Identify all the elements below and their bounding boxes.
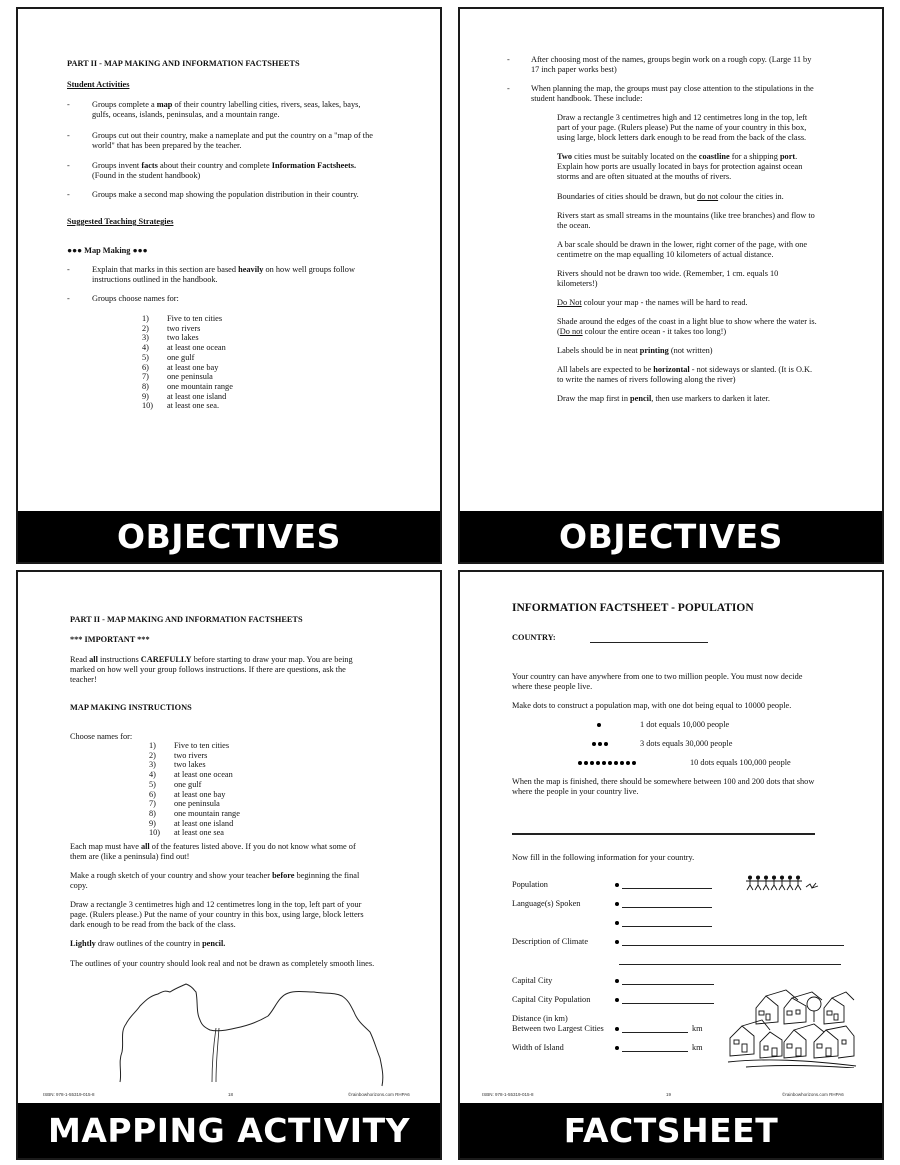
dots-3-icon <box>592 742 608 746</box>
width-field[interactable] <box>622 1041 688 1052</box>
list-item: 8) one mountain range <box>149 808 240 818</box>
page-mapping-activity: PART II - MAP MAKING AND INFORMATION FACTSHEETS *** IMPORTANT *** Read all instructions CAREFULLY before starting to draw your map. You are being marked on how well your group follows instructions. If there are questions, ask the teacher! MAP MAKING INSTRUCTIONS Choose names for: 1) Five to ten cities 2) two rivers 3) two lakes 4) at least one ocean 5) one gulf 6) at least one bay 7) one peninsula 8) one mountain range 9) at least one island 10) at least one sea Each map must have all of the features listed above. If you do not know what some of them are (like a peninsula) find out! Make a rough sketch of your country and show your teacher before beginning the final copy. Draw a rectangle 3 centimetres high and 12 centimetres long in the top, left part of your page. (Rulers please.) Put the name of your country in this box, using large, block letters dark enough to be read from the back of the class. Lightly draw outlines of the country in pencil. The outlines of your country should look real and not be drawn as completely smooth lines. ISBN: 978-1-55319-015-8 18 ©rainbowhorizons.com RHPA6 MAPPING ACTIVITY <box>16 570 442 1160</box>
list-item: 1) Five to ten cities <box>142 314 223 323</box>
list-item: 7) one peninsula <box>149 799 220 809</box>
lightly-paragraph: Lightly draw outlines of the country in pencil. <box>70 939 226 948</box>
population-label: Population <box>512 880 548 889</box>
list-item: 4) at least one ocean <box>149 770 233 780</box>
km-unit: km <box>692 1043 703 1052</box>
list-item: 9) at least one island <box>142 391 227 401</box>
list-item: 9) at least one island <box>149 818 234 828</box>
distance-label-2: Between two Largest Cities <box>512 1024 604 1033</box>
footer-isbn: ISBN: 978-1-55319-015-8 <box>43 1092 95 1097</box>
climate-field-1[interactable] <box>622 935 844 946</box>
capital-population-label: Capital City Population <box>512 995 591 1004</box>
list-item: 8) one mountain range <box>142 381 233 391</box>
footer-page-number: 18 <box>228 1092 234 1097</box>
footer-copyright: ©rainbowhorizons.com RHPA6 <box>348 1092 410 1097</box>
stipulation-no-colour: Do Not colour your map - the names will be hard to read. <box>557 298 748 307</box>
list-item: 2) two rivers <box>142 323 201 333</box>
divider <box>512 833 815 835</box>
bullet-icon <box>615 1046 619 1050</box>
section-title-teaching-strategies: Suggested Teaching Strategies <box>67 217 174 226</box>
distance-field[interactable] <box>622 1022 688 1033</box>
capital-population-field[interactable] <box>622 993 714 1004</box>
list-item: 5) one gulf <box>149 779 202 789</box>
bullet-icon <box>615 902 619 906</box>
list-item: 1) Five to ten cities <box>149 741 230 750</box>
list-item: 6) at least one bay <box>142 362 219 372</box>
dot-icon <box>597 723 601 727</box>
country-outline-sketch-icon <box>98 982 398 1092</box>
names-list <box>149 741 240 838</box>
bullet-icon <box>615 921 619 925</box>
language-field-1[interactable] <box>622 897 712 908</box>
dots-10-icon <box>578 761 636 765</box>
map-making-title: ●●● Map Making ●●● <box>67 246 148 255</box>
names-list <box>142 314 233 411</box>
climate-label: Description of Climate <box>512 937 589 946</box>
outlines-paragraph: The outlines of your country should look real and not be drawn as completely smooth lines. <box>70 959 375 968</box>
instructions-title: MAP MAKING INSTRUCTIONS <box>70 703 192 712</box>
page-objectives-2: - After choosing most of the names, groups begin work on a rough copy. (Large 11 by 17 inch paper works best) - When planning the map, the groups must pay close attention to the stipulations in the student handbook. These include: Draw a rectangle 3 centimetres high and 12 centimetres long in the top, left part of your page. (Rulers please) Put the name of your country in this box, using large, block letters dark enough to be read from the back of the class. Two cities must be suitably located on the coastline for a shipping port. Explain how ports are usually located in bays for protection against ocean storms and are often situated at the mouths of rivers. Boundaries of cities should be drawn, but do not colour the cities in. Rivers start as small streams in the mountains (like tree branches) and flow to the ocean. A bar scale should be drawn in the lower, right corner of the page, with one centimetre on the map equalling 10 kilometers of actual distance. Rivers should not be drawn too wide. (Remember, 1 cm. equals 10 kilometers!) Do Not colour your map - the names will be hard to read. Shade around the edges of the coast in a light blue to show where the water is. (Do not colour the entire ocean - it takes too long!) Labels should be in neat printing (not written) All labels are expected to be horizontal - not sideways or slanted. (It is O.K. to write the names of rivers following along the river) Draw the map first in pencil, then use markers to darken it later. OBJECTIVES <box>458 7 884 564</box>
climate-field-2[interactable] <box>619 954 841 965</box>
important-label: *** IMPORTANT *** <box>70 635 150 644</box>
stipulation-pencil: Draw the map first in pencil, then use markers to darken it later. <box>557 394 770 403</box>
list-item: 10) at least one sea <box>149 828 224 838</box>
page-objectives-1: PART II - MAP MAKING AND INFORMATION FACTSHEETS Student Activities - Groups complete a map of their country labelling cities, rivers, seas, lakes, bays, gulfs, oceans, islands, peninsulas, and a mountain range. - Groups cut out their country, make a nameplate and put the country on a "map of the world" that has been prepared by the teacher. - Groups invent facts about their country and complete Information Factsheets. (Found in the student handbook) - Groups make a second map showing the population distribution in their country. Suggested Teaching Strategies ●●● Map Making ●●● - Explain that marks in this section are based heavily on how well groups follow instructions outlined in the handbook. - Groups choose names for: 1) Five to ten cities 2) two rivers 3) two lakes 4) at least one ocean 5) one gulf 6) at least one bay 7) one peninsula 8) one mountain range 9) at least one island 10) at least one sea. OBJECTIVES <box>16 7 442 564</box>
country-label: COUNTRY: <box>512 633 556 642</box>
bullet-icon <box>615 940 619 944</box>
page-heading: PART II - MAP MAKING AND INFORMATION FACTSHEETS <box>70 615 303 624</box>
width-label: Width of Island <box>512 1043 564 1052</box>
section-title-student-activities: Student Activities <box>67 80 130 89</box>
bullet-icon <box>615 998 619 1002</box>
town-houses-icon <box>726 986 861 1068</box>
people-row-icon <box>744 875 834 893</box>
list-item: 5) one gulf <box>142 352 195 362</box>
list-item: 4) at least one ocean <box>142 343 226 353</box>
choose-names-label: Groups choose names for: <box>92 294 179 303</box>
banner-mapping-activity: MAPPING ACTIVITY <box>18 1103 440 1158</box>
capital-city-label: Capital City <box>512 976 553 985</box>
capital-city-field[interactable] <box>622 974 714 985</box>
footer-isbn: ISBN: 978-1-55319-015-8 <box>482 1092 534 1097</box>
list-item: 7) one peninsula <box>142 372 213 382</box>
footer-copyright: ©rainbowhorizons.com RHPA6 <box>782 1092 844 1097</box>
stipulation-boundaries: Boundaries of cities should be drawn, but do not colour the cities in. <box>557 192 784 201</box>
banner-objectives: OBJECTIVES <box>460 511 882 562</box>
bullet-icon <box>615 883 619 887</box>
bullet-icon <box>615 1027 619 1031</box>
footer-page-number: 19 <box>666 1092 672 1097</box>
country-field[interactable] <box>590 631 708 643</box>
list-item: 6) at least one bay <box>149 789 226 799</box>
choose-names-label: Choose names for: <box>70 732 133 741</box>
distance-label: Distance (in km) <box>512 1014 568 1023</box>
list-item: 2) two rivers <box>149 750 208 760</box>
bullet-icon <box>615 979 619 983</box>
stipulation-printing: Labels should be in neat printing (not written) <box>557 346 713 355</box>
page-factsheet: INFORMATION FACTSHEET - POPULATION COUNTRY: Your country can have anywhere from one to two million people. You must now decide where these people live. Make dots to construct a population map, with one dot being equal to 10000 people. 1 dot equals 10,000 people 3 dots equals 30,000 people 10 dots equals 100,000 people When the map is finished, there should be somewhere between 100 and 200 dots that show where the people in your country live. Now fill in the following information for your country. Population Language(s) Spoken Description of Climate Capital City Capital City Population Distance (in km) Between two Largest Cities km Width of Island km ISBN: 978-1-55319-015-8 19 ©rainbowhorizons.com RHPA6 FACTSHEET <box>458 570 884 1160</box>
page-heading: PART II - MAP MAKING AND INFORMATION FACTSHEETS <box>67 59 300 68</box>
list-item: 10) at least one sea. <box>142 401 220 411</box>
banner-factsheet: FACTSHEET <box>460 1103 882 1158</box>
languages-label: Language(s) Spoken <box>512 899 581 908</box>
factsheet-title: INFORMATION FACTSHEET - POPULATION <box>512 602 754 614</box>
list-item: 3) two lakes <box>142 333 199 343</box>
banner-objectives: OBJECTIVES <box>18 511 440 562</box>
list-item: 3) two lakes <box>149 760 206 770</box>
km-unit: km <box>692 1024 703 1033</box>
language-field-2[interactable] <box>622 916 712 927</box>
population-field[interactable] <box>622 878 712 889</box>
